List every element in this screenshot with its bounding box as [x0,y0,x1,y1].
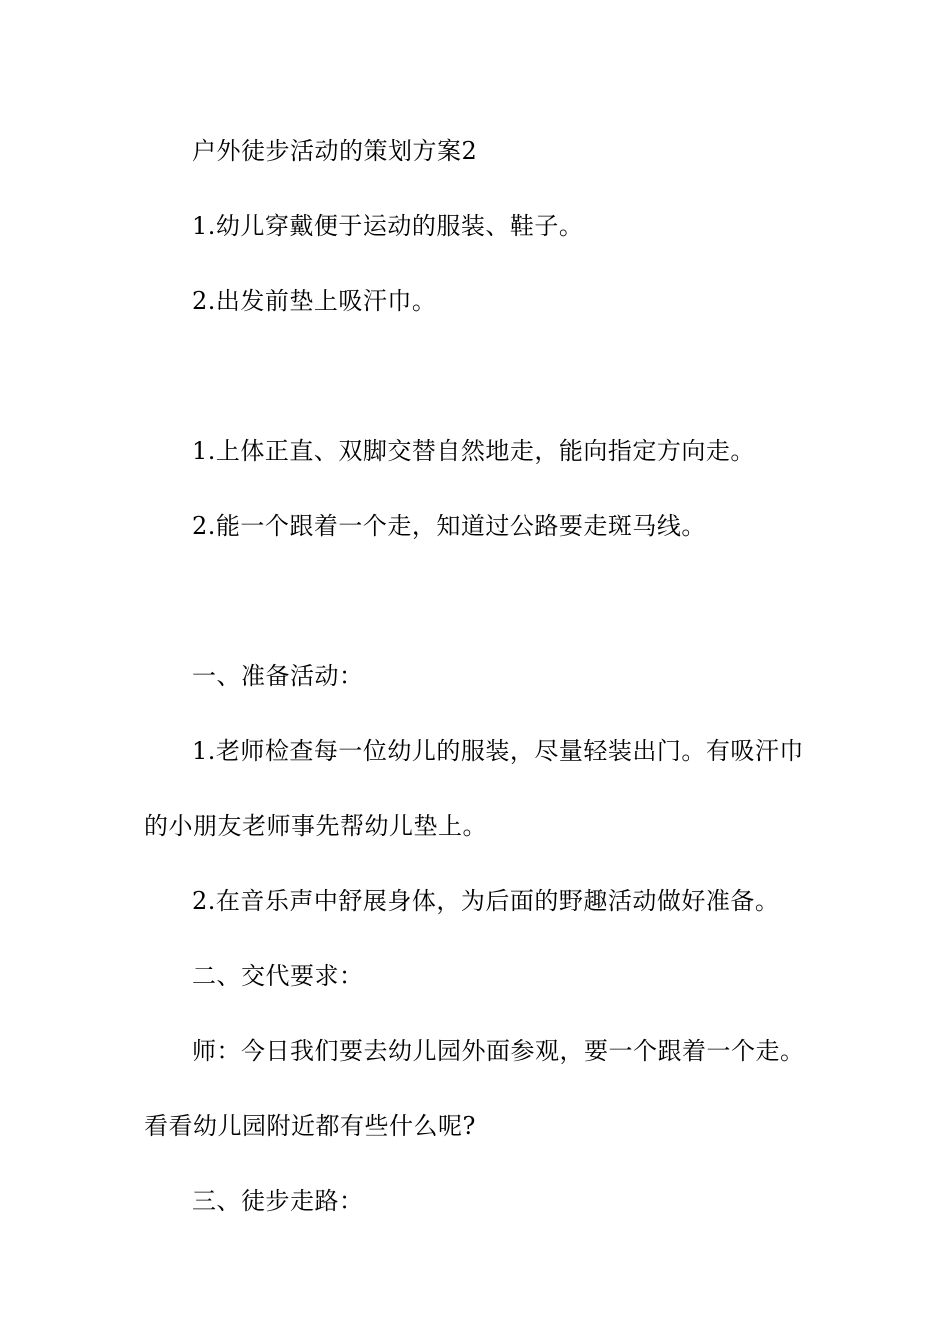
goal-item-1: 1.上体正直、双脚交替自然地走，能向指定方向走。 [192,437,755,465]
paragraph-line: 2.在音乐声中舒展身体，为后面的野趣活动做好准备。 [192,887,780,915]
section-heading-requirements: 二、交代要求： [192,962,364,990]
paragraph-line: 1.老师检查每一位幼儿的服装，尽量轻装出门。有吸汗巾 [192,737,804,765]
preparation-item-1: 1.幼儿穿戴便于运动的服装、鞋子。 [192,212,584,240]
section-heading-preparation: 一、准备活动： [192,662,364,690]
goal-item-2: 2.能一个跟着一个走，知道过公路要走斑马线。 [192,512,706,540]
paragraph-line: 师：今日我们要去幼儿园外面参观，要一个跟着一个走。 [192,1037,805,1065]
paragraph-line: 的小朋友老师事先帮幼儿垫上。 [144,812,487,840]
document-title: 户外徒步活动的策划方案2 [192,137,478,165]
paragraph-line: 看看幼儿园附近都有些什么呢? [144,1112,476,1140]
section-heading-walking: 三、徒步走路： [192,1187,364,1215]
preparation-item-2: 2.出发前垫上吸汗巾。 [192,287,437,315]
